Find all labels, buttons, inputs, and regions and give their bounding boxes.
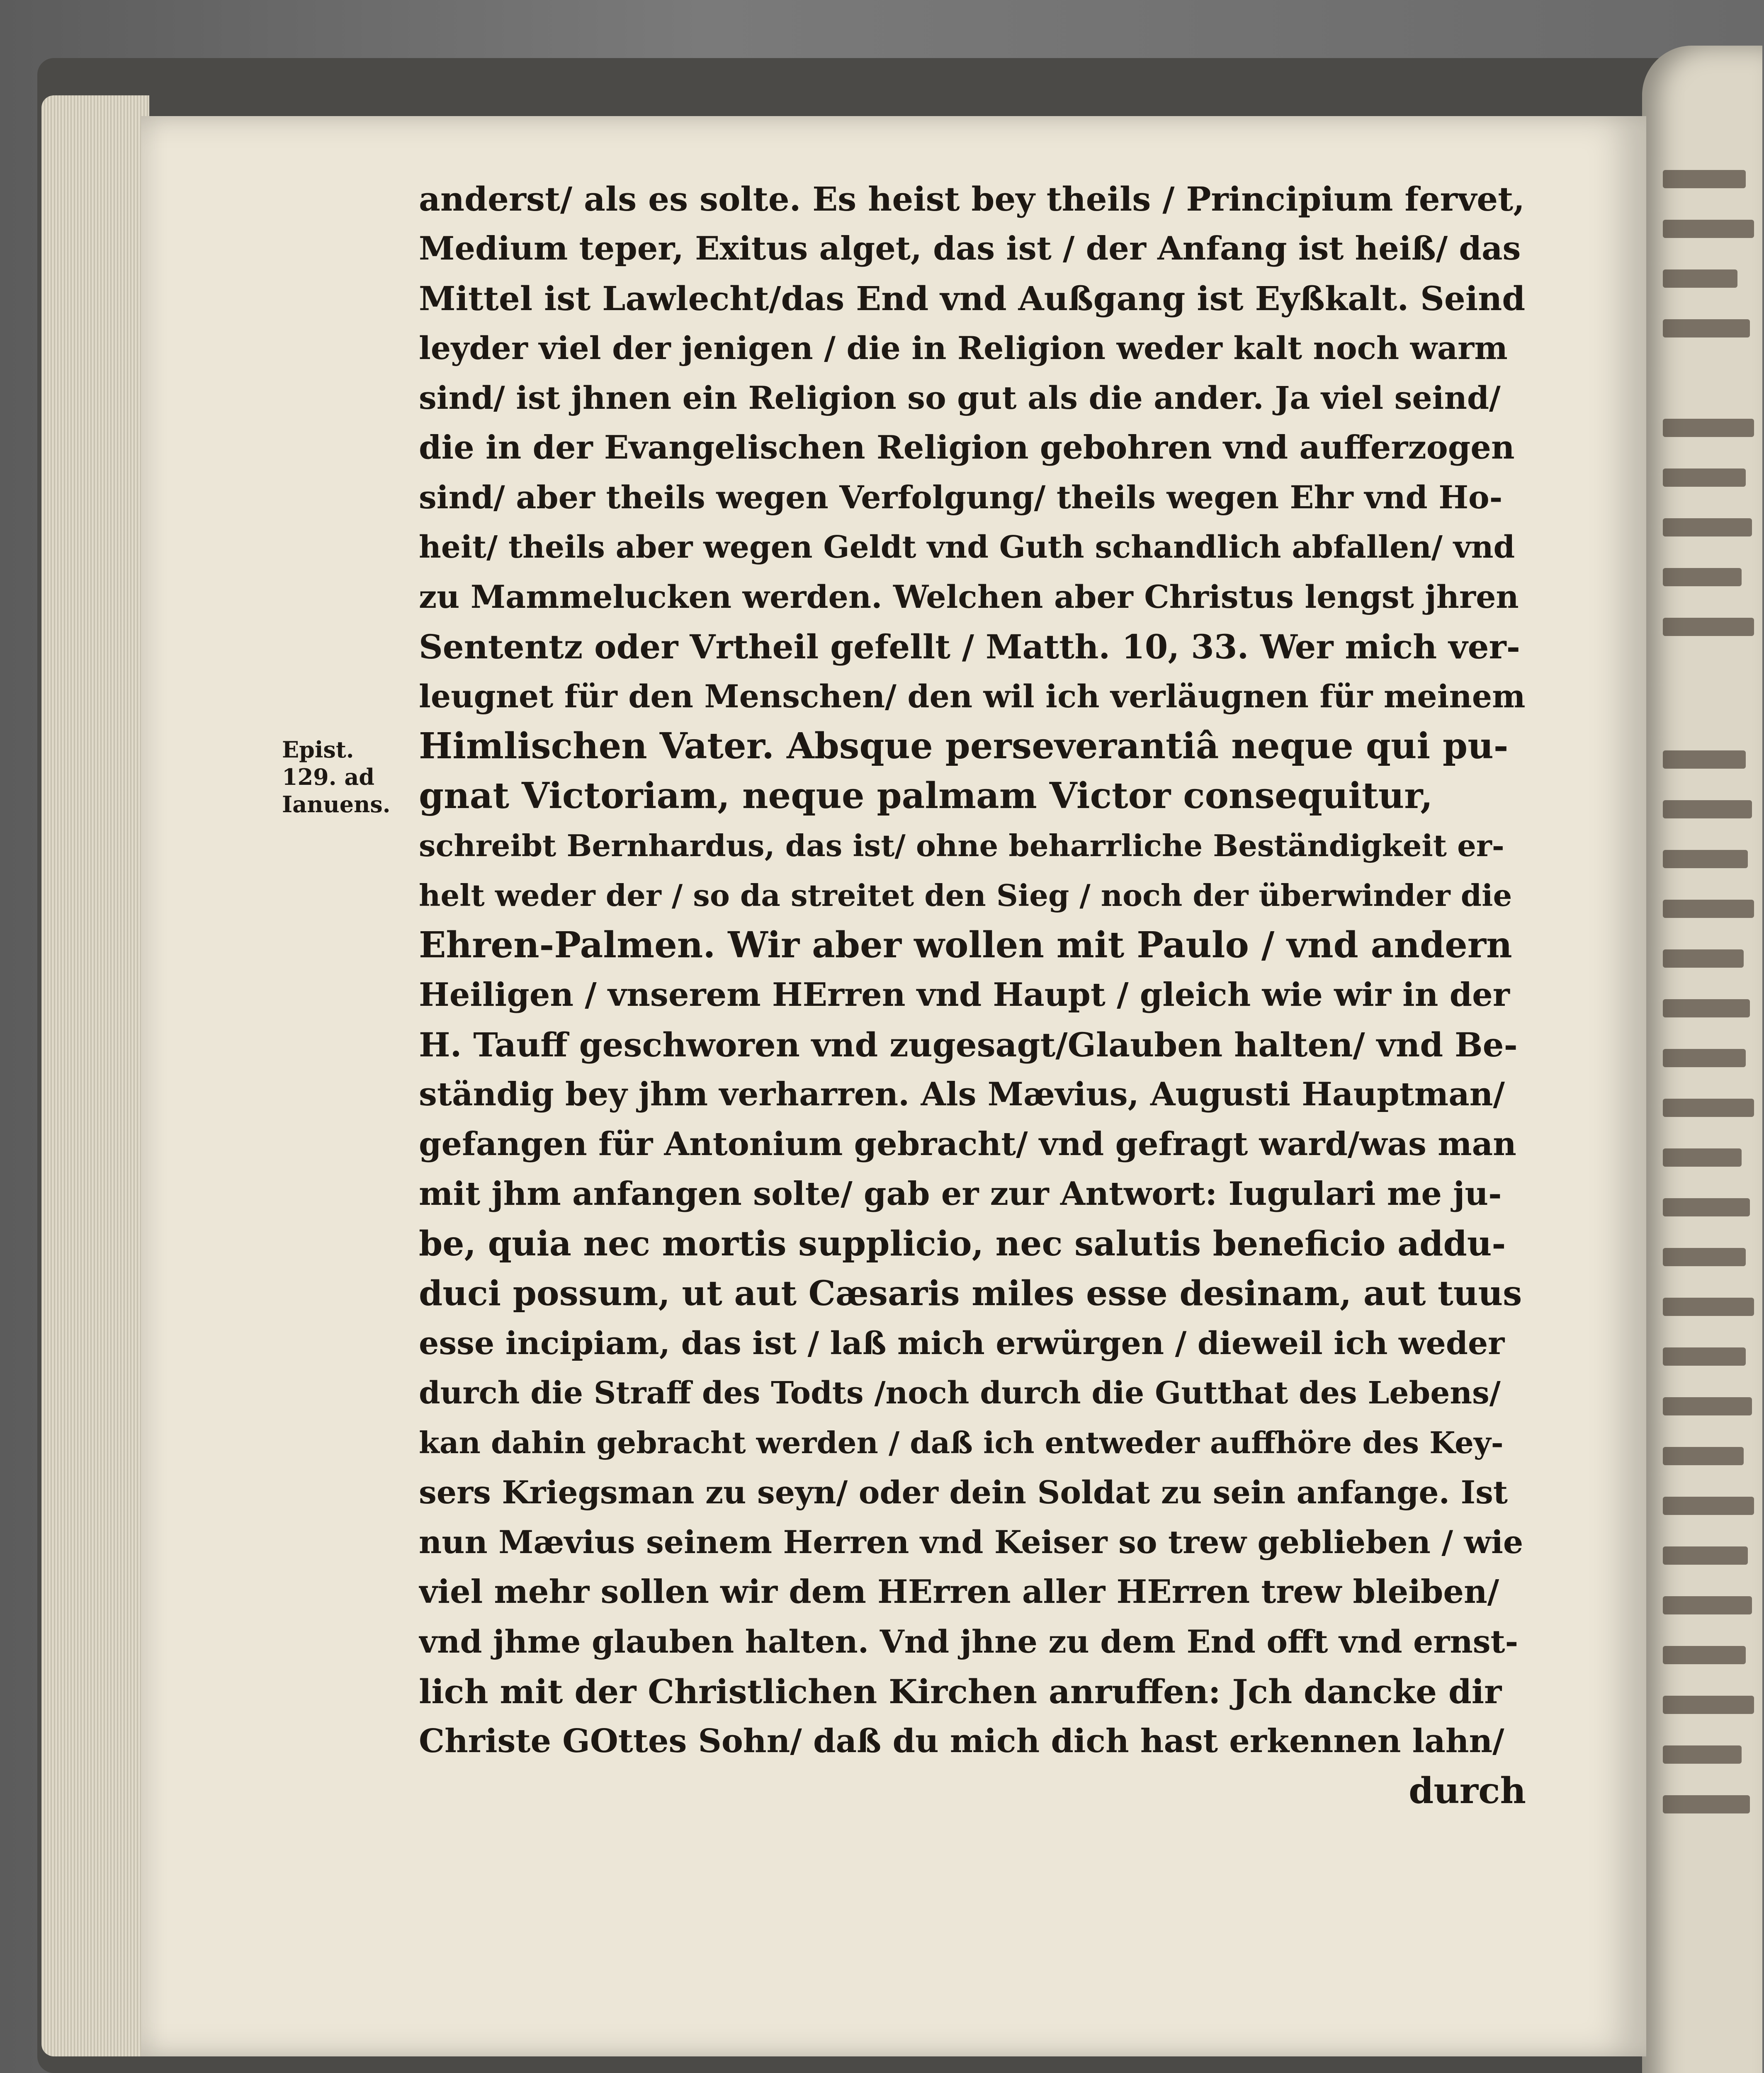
facing-text-line	[1663, 468, 1746, 487]
text-line: H. Tauff geschworen vnd zugesagt/Glauben halten/ vnd Be-	[419, 1025, 1518, 1064]
facing-text-line	[1663, 1795, 1750, 1813]
text-line: lich mit der Christlichen Kirchen anruffen: Jch dancke dir	[419, 1672, 1502, 1711]
facing-text-line	[1663, 1696, 1754, 1714]
catchword: durch	[1409, 1770, 1526, 1812]
text-line: nun Mævius seinem Herren vnd Keiser so trew geblieben / wie	[419, 1524, 1523, 1561]
facing-text-line	[1663, 618, 1754, 636]
facing-text-line	[1663, 1148, 1742, 1167]
facing-text-line	[1663, 1646, 1746, 1664]
facing-page	[1642, 46, 1762, 2073]
text-line: sind/ aber theils wegen Verfolgung/ theils wegen Ehr vnd Ho-	[419, 479, 1503, 516]
text-line: esse incipiam, das ist / laß mich erwürgen / dieweil ich weder	[419, 1325, 1505, 1362]
facing-text-line	[1663, 1596, 1752, 1614]
facing-text-line	[1663, 220, 1754, 238]
facing-text-line	[1663, 1546, 1748, 1565]
facing-text-line	[1663, 1049, 1746, 1067]
facing-text-line	[1663, 1198, 1750, 1216]
text-line: gnat Victoriam, neque palmam Victor consequitur,	[419, 775, 1433, 817]
text-line: Mittel ist Lawlecht/das End vnd Außgang ist Eyßkalt. Seind	[419, 279, 1526, 318]
text-line: viel mehr sollen wir dem HErren aller HErren trew bleiben/	[419, 1573, 1499, 1611]
facing-text-line	[1663, 999, 1750, 1017]
text-line: ständig bey jhm verharren. Als Mævius, Augusti Hauptman/	[419, 1075, 1505, 1113]
text-line: be, quia nec mortis supplicio, nec salutis beneficio addu-	[419, 1224, 1506, 1264]
marginal-note-line: Epist.	[282, 736, 354, 763]
facing-text-line	[1663, 1745, 1742, 1764]
text-line: Ehren-Palmen. Wir aber wollen mit Paulo / vnd andern	[419, 924, 1512, 966]
text-line: die in der Evangelischen Religion gebohren vnd aufferzogen	[419, 429, 1515, 466]
facing-text-line	[1663, 1397, 1752, 1415]
facing-text-line	[1663, 1347, 1746, 1366]
text-line: helt weder der / so da streitet den Sieg / noch der überwinder die	[419, 878, 1512, 913]
text-line: zu Mammelucken werden. Welchen aber Christus lengst jhren	[419, 578, 1519, 615]
facing-text-line	[1663, 419, 1754, 437]
facing-text-line	[1663, 850, 1748, 868]
text-line: Sententz oder Vrtheil gefellt / Matth. 10, 33. Wer mich ver-	[419, 627, 1520, 666]
text-line: leugnet für den Menschen/ den wil ich verläugnen für meinem	[419, 678, 1526, 715]
facing-text-line	[1663, 1447, 1744, 1465]
facing-text-line	[1663, 750, 1746, 769]
facing-text-line	[1663, 800, 1752, 818]
text-line: sind/ ist jhnen ein Religion so gut als die ander. Ja viel seind/	[419, 379, 1501, 416]
facing-text-line	[1663, 319, 1750, 337]
facing-text-line	[1663, 568, 1742, 586]
facing-text-line	[1663, 900, 1754, 918]
text-line: Himlischen Vater. Absque perseverantiâ neque qui pu-	[419, 725, 1509, 767]
facing-text-line	[1663, 269, 1737, 288]
facing-text-line	[1663, 170, 1746, 188]
text-line: anderst/ als es solte. Es heist bey theils / Principium fervet,	[419, 180, 1525, 218]
facing-text-line	[1663, 518, 1752, 536]
text-line: duci possum, ut aut Cæsaris miles esse desinam, aut tuus	[419, 1274, 1522, 1313]
facing-text-line	[1663, 1497, 1754, 1515]
marginal-note-line: Ianuens.	[282, 791, 391, 818]
marginal-note-line: 129. ad	[282, 764, 375, 790]
text-line: mit jhm anfangen solte/ gab er zur Antwort: Iugulari me ju-	[419, 1175, 1502, 1213]
page-edges	[41, 95, 149, 2056]
body-text	[419, 174, 1526, 1915]
facing-text-line	[1663, 1099, 1754, 1117]
text-line: schreibt Bernhardus, das ist/ ohne beharrliche Beständigkeit er-	[419, 828, 1504, 863]
facing-text-line	[1663, 1298, 1754, 1316]
text-line: gefangen für Antonium gebracht/ vnd gefragt ward/was man	[419, 1125, 1516, 1163]
facing-text-line	[1663, 949, 1744, 968]
marginal-note	[282, 736, 411, 818]
text-line: Heiligen / vnserem HErren vnd Haupt / gleich wie wir in der	[419, 976, 1510, 1014]
text-line: leyder viel der jenigen / die in Religion weder kalt noch warm	[419, 330, 1508, 367]
facing-text-line	[1663, 1248, 1746, 1266]
text-line: heit/ theils aber wegen Geldt vnd Guth schandlich abfallen/ vnd	[419, 529, 1515, 565]
text-line: Medium teper, Exitus alget, das ist / der Anfang ist heiß/ das	[419, 230, 1521, 267]
text-line: vnd jhme glauben halten. Vnd jhne zu dem End offt vnd ernst-	[419, 1623, 1519, 1660]
text-line: durch die Straff des Todts /noch durch die Gutthat des Lebens/	[419, 1375, 1501, 1411]
text-line: sers Kriegsman zu seyn/ oder dein Soldat zu sein anfange. Ist	[419, 1474, 1508, 1511]
text-line: Christe GOttes Sohn/ daß du mich dich hast erkennen lahn/	[419, 1722, 1504, 1760]
text-line: kan dahin gebracht werden / daß ich entweder auffhöre des Key-	[419, 1425, 1504, 1460]
